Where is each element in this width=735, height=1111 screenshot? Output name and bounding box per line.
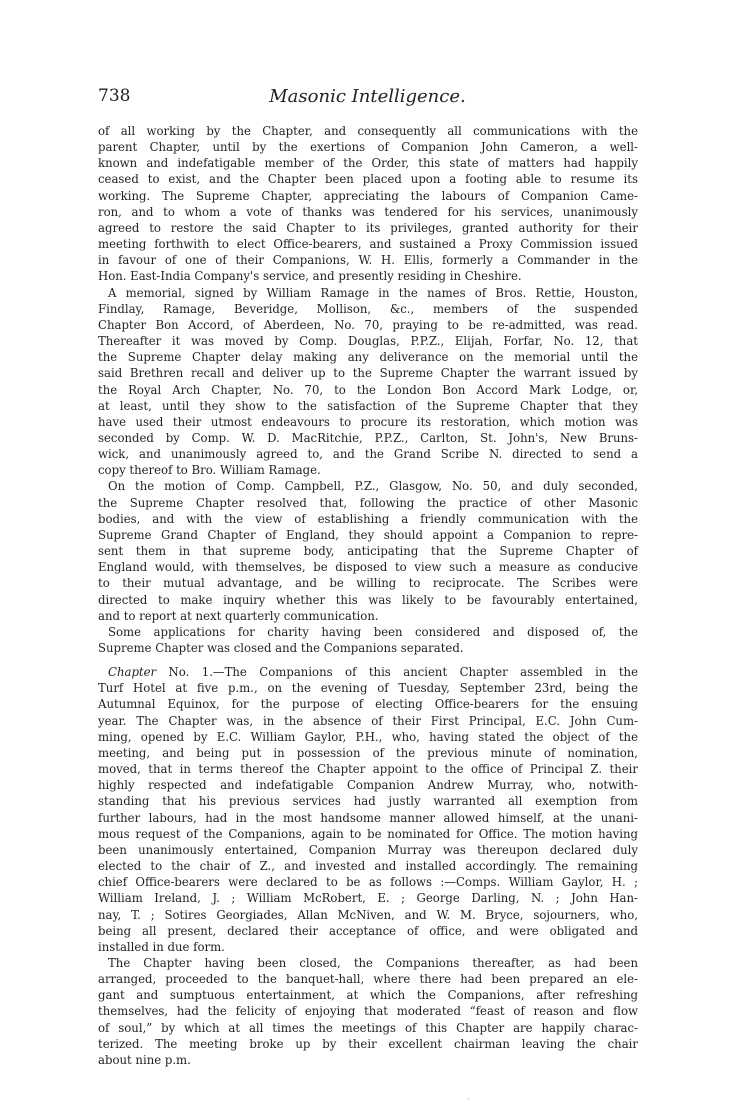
text-line [98, 842, 638, 858]
line-text: at least, until they show to the satisfaction of the Supreme Chapter that they [98, 398, 638, 413]
line-text: the Supreme Chapter resolved that, following the practice of other Masonic [98, 495, 638, 510]
line-text: standing that his previous services had justly warranted all exemption from [98, 794, 638, 809]
line-text: been unanimously entertained, Companion Murray was thereupon declared duly [98, 842, 638, 857]
text-line [98, 220, 638, 236]
text-line [98, 559, 638, 575]
line-text: the Supreme Chapter delay making any deliverance on the memorial until the [98, 350, 638, 365]
line-text: William Ireland, J. ; William McRobert, E. ; George Darling, N. ; John Han- [98, 891, 638, 906]
text-line [98, 923, 638, 939]
text-line [98, 414, 638, 430]
text-line [98, 971, 638, 987]
line-text: have used their utmost endeavours to procure its restoration, which motion was [98, 414, 638, 429]
text-line [98, 317, 638, 333]
text-line [98, 495, 638, 511]
text-line [98, 204, 638, 220]
line-text: and to report at next quarterly communication. [98, 608, 379, 623]
line-text: directed to make inquiry whether this was likely to be favourably entertained, [98, 592, 638, 607]
text-line [98, 874, 638, 890]
text-line [98, 729, 638, 745]
line-text: wick, and unanimously agreed to, and the Grand Scribe N. directed to send a [98, 447, 638, 462]
line-text: nay, T. ; Sotires Georgiades, Allan McNiven, and W. M. Bryce, sojourners, who, [98, 907, 638, 922]
text-line [98, 640, 638, 656]
text-line [98, 430, 638, 446]
text-line [98, 793, 638, 809]
text-line [98, 285, 638, 301]
text-line [98, 252, 638, 268]
text-line [98, 1052, 638, 1068]
line-text: being all present, declared their acceptance of office, and were obligated and [98, 923, 638, 938]
paragraph [98, 478, 638, 623]
line-text: seconded by Comp. W. D. MacRitchie, P.P.Z., Carlton, St. John's, New Bruns- [98, 430, 638, 445]
line-text: The Chapter having been closed, the Companions thereafter, as had been [108, 955, 638, 970]
line-text: to their mutual advantage, and be willing to reciprocate. The Scribes were [98, 576, 638, 591]
line-text: ceased to exist, and the Chapter been placed upon a footing able to resume its [98, 172, 638, 187]
text-line [98, 810, 638, 826]
text-line [98, 478, 638, 494]
line-text: the Royal Arch Chapter, No. 70, to the London Bon Accord Mark Lodge, or, [98, 382, 638, 397]
line-text: Chapter Bon Accord, of Aberdeen, No. 70, praying to be re-admitted, was read. [98, 317, 638, 332]
line-text: about nine p.m. [98, 1052, 191, 1067]
line-text: Hon. East-India Company's service, and presently residing in Cheshire. [98, 269, 522, 284]
section-gap [98, 656, 638, 664]
line-text: On the motion of Comp. Campbell, P.Z., Glasgow, No. 50, and duly seconded, [108, 479, 638, 494]
text-line [98, 1036, 638, 1052]
line-text: parent Chapter, until by the exertions of Companion John Cameron, a well- [98, 140, 638, 155]
line-text: gant and sumptuous entertainment, at which the Companions, after refreshing [98, 988, 638, 1003]
page-header [98, 86, 637, 110]
line-text: further labours, had in the most handsome manner allowed himself, at the unani- [98, 810, 638, 825]
text-line [98, 608, 638, 624]
line-text: agreed to restore the said Chapter to its privileges, granted authority for their [98, 220, 638, 235]
paragraph [98, 123, 638, 285]
line-text: Supreme Chapter was closed and the Companions separated. [98, 641, 464, 655]
line-text: A memorial, signed by William Ramage in the names of Bros. Rettie, Houston, [108, 285, 638, 300]
line-text: known and indefatigable member of the Order, this state of matters had happily [98, 156, 638, 171]
text-line [98, 123, 638, 139]
text-line [98, 171, 638, 187]
line-text: arranged, proceeded to the banquet-hall, where there had been prepared an ele- [98, 972, 638, 987]
line-text: in favour of one of their Companions, W. H. Ellis, formerly a Commander in the [98, 253, 638, 268]
text-line [98, 462, 638, 478]
text-line [98, 365, 638, 381]
text-line [98, 155, 638, 171]
text-line [98, 446, 638, 462]
line-text: sent them in that supreme body, anticipating that the Supreme Chapter of [98, 544, 638, 559]
line-text: terized. The meeting broke up by their excellent chairman leaving the chair [98, 1036, 638, 1051]
line-text: chief Office-bearers were declared to be as follows :—Comps. William Gaylor, H. ; [98, 875, 638, 890]
line-text: meeting forthwith to elect Office-bearers, and sustained a Proxy Commission issued [98, 237, 638, 252]
text-line [98, 349, 638, 365]
text-line [98, 777, 638, 793]
paragraph [98, 624, 638, 656]
text-line [98, 907, 638, 923]
text-line [98, 890, 638, 906]
text-line [98, 139, 638, 155]
line-text: ming, opened by E.C. William Gaylor, P.H., who, having stated the object of the [98, 729, 638, 744]
line-text: Findlay, Ramage, Beveridge, Mollison, &c., members of the suspended [98, 301, 638, 316]
line-text: of all working by the Chapter, and consequently all communications with the [98, 124, 638, 138]
text-line [98, 511, 638, 527]
text-line [98, 939, 638, 955]
running-title: Masonic Intelligence. [269, 86, 466, 107]
article-body [98, 123, 638, 1068]
page-number: 738 [98, 86, 131, 106]
line-text: installed in due form. [98, 939, 225, 954]
text-line [98, 858, 638, 874]
line-text: Supreme Grand Chapter of England, they should appoint a Companion to repre- [98, 527, 638, 542]
text-line [98, 398, 638, 414]
text-line [98, 301, 638, 317]
text-line [98, 664, 638, 680]
line-text: year. The Chapter was, in the absence of their First Principal, E.C. John Cum- [98, 713, 638, 728]
run-in-heading: Chapter [108, 665, 157, 680]
line-text: highly respected and indefatigable Companion Andrew Murray, who, notwith- [98, 778, 638, 793]
text-line [98, 826, 638, 842]
text-line [98, 236, 638, 252]
line-text: copy thereof to Bro. William Ramage. [98, 463, 321, 478]
text-line [98, 527, 638, 543]
paragraph [98, 664, 638, 955]
line-text: of soul,” by which at all times the meetings of this Chapter are happily charac- [98, 1020, 638, 1035]
line-text: Autumnal Equinox, for the purpose of electing Office-bearers for the ensuing [98, 697, 638, 712]
text-line [98, 188, 638, 204]
line-text: ron, and to whom a vote of thanks was tendered for his services, unanimously [98, 204, 638, 219]
paragraph [98, 955, 638, 1068]
line-text: themselves, had the felicity of enjoying that moderated “feast of reason and flow [98, 1004, 638, 1019]
text-line [98, 333, 638, 349]
line-text: No. 1.—The Companions of this ancient Chapter assembled in the [156, 665, 638, 680]
text-line [98, 624, 638, 640]
text-line [98, 745, 638, 761]
text-line [98, 543, 638, 559]
paragraph [98, 285, 638, 479]
text-line [98, 955, 638, 971]
text-line [98, 268, 638, 284]
text-line [98, 713, 638, 729]
text-line [98, 592, 638, 608]
line-text: England would, with themselves, be disposed to view such a measure as conducive [98, 560, 638, 575]
print-speck: ' [468, 1098, 470, 1105]
text-line [98, 1003, 638, 1019]
line-text: Turf Hotel at five p.m., on the evening of Tuesday, September 23rd, being the [98, 681, 638, 696]
line-text: meeting, and being put in possession of the previous minute of nomination, [98, 745, 638, 760]
text-line [98, 1020, 638, 1036]
line-text: mous request of the Companions, again to be nominated for Office. The motion having [98, 826, 638, 841]
text-line [98, 987, 638, 1003]
line-text: working. The Supreme Chapter, appreciating the labours of Companion Came- [98, 188, 638, 203]
line-text: Thereafter it was moved by Comp. Douglas, P.P.Z., Elijah, Forfar, No. 12, that [98, 334, 638, 349]
line-text: moved, that in terms thereof the Chapter appoint to the office of Principal Z. their [98, 762, 638, 777]
text-line [98, 696, 638, 712]
line-text: said Brethren recall and deliver up to the Supreme Chapter the warrant issued by [98, 366, 638, 381]
line-text: Some applications for charity having been considered and disposed of, the [108, 624, 638, 639]
text-line [98, 382, 638, 398]
text-line [98, 761, 638, 777]
line-text: bodies, and with the view of establishing a friendly communication with the [98, 511, 638, 526]
line-text: elected to the chair of Z., and invested and installed accordingly. The remaining [98, 859, 638, 874]
text-line [98, 680, 638, 696]
text-line [98, 575, 638, 591]
